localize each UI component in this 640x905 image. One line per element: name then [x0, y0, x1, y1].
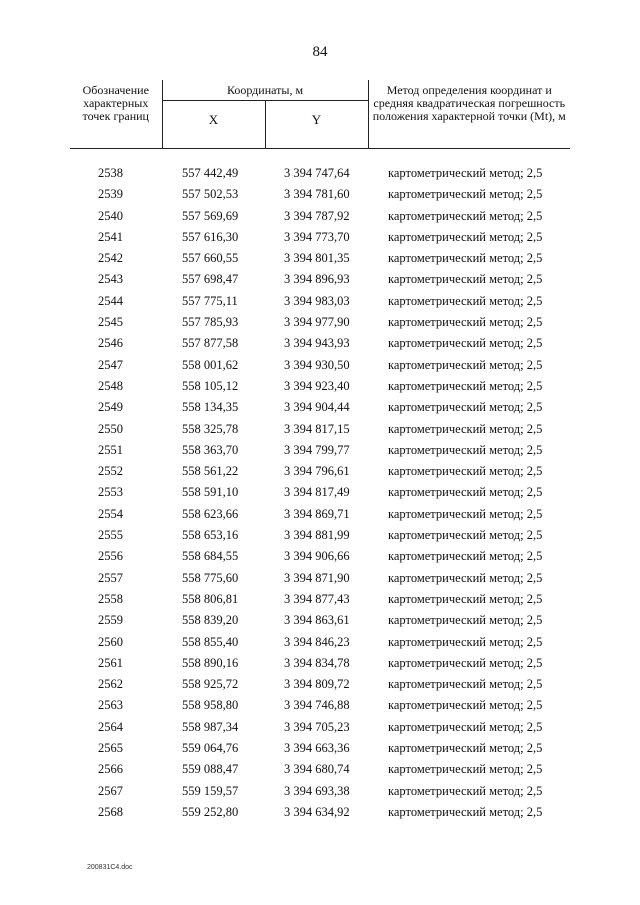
method-cell: картометрический метод; 2,5 [388, 336, 543, 351]
coord-x: 558 363,70 [182, 442, 239, 457]
table-row [70, 227, 570, 248]
coord-y: 3 394 896,93 [284, 272, 350, 287]
point-number: 2547 [98, 357, 123, 372]
footer-filename: 200831C4.doc [87, 864, 133, 871]
coord-y: 3 394 904,44 [284, 400, 350, 415]
point-number: 2553 [98, 485, 123, 500]
table-row [70, 397, 570, 418]
point-number: 2568 [98, 804, 123, 819]
method-cell: картометрический метод; 2,5 [388, 251, 543, 266]
method-cell: картометрический метод; 2,5 [388, 272, 543, 287]
method-cell: картометрический метод; 2,5 [388, 677, 543, 692]
header-x: X [162, 101, 265, 149]
method-cell: картометрический метод; 2,5 [388, 400, 543, 415]
table-row [70, 653, 570, 674]
coord-y: 3 394 746,88 [284, 698, 350, 713]
method-cell: картометрический метод; 2,5 [388, 315, 543, 330]
point-number: 2541 [98, 229, 123, 244]
coord-y: 3 394 977,90 [284, 315, 350, 330]
coord-x: 559 064,76 [182, 741, 239, 756]
coord-x: 557 502,53 [182, 187, 239, 202]
table-row [70, 206, 570, 227]
table-row [70, 632, 570, 653]
coord-x: 558 775,60 [182, 570, 239, 585]
coord-x: 558 134,35 [182, 400, 239, 415]
coord-y: 3 394 680,74 [284, 762, 350, 777]
header-method: Метод определения координат и средняя квадратическая погрешность положения характерной точки (Mt), м [368, 80, 570, 149]
method-cell: картометрический метод; 2,5 [388, 804, 543, 819]
method-cell: картометрический метод; 2,5 [388, 208, 543, 223]
coord-x: 557 877,58 [182, 336, 239, 351]
method-cell: картометрический метод; 2,5 [388, 613, 543, 628]
method-cell: картометрический метод; 2,5 [388, 166, 543, 180]
point-number: 2538 [98, 166, 123, 180]
point-number: 2543 [98, 272, 123, 287]
coord-x: 557 660,55 [182, 251, 239, 266]
point-number: 2566 [98, 762, 123, 777]
method-cell: картометрический метод; 2,5 [388, 591, 543, 606]
coord-x: 558 806,81 [182, 591, 239, 606]
point-number: 2550 [98, 421, 123, 436]
table-row [70, 504, 570, 525]
coord-y: 3 394 930,50 [284, 357, 350, 372]
coord-y: 3 394 943,93 [284, 336, 350, 351]
point-number: 2551 [98, 442, 123, 457]
coord-y: 3 394 983,03 [284, 293, 350, 308]
method-cell: картометрический метод; 2,5 [388, 570, 543, 585]
table-row [70, 419, 570, 440]
table-row [70, 248, 570, 269]
coord-x: 557 775,11 [182, 293, 238, 308]
method-cell: картометрический метод; 2,5 [388, 442, 543, 457]
table-row [70, 312, 570, 333]
method-cell: картометрический метод; 2,5 [388, 762, 543, 777]
point-number: 2559 [98, 613, 123, 628]
point-number: 2556 [98, 549, 123, 564]
coord-y: 3 394 796,61 [284, 464, 350, 479]
coord-x: 559 159,57 [182, 783, 239, 798]
header-designation: Обозначение характерных точек границ [70, 80, 162, 149]
table-body [70, 163, 570, 823]
table-row [70, 525, 570, 546]
coord-y: 3 394 781,60 [284, 187, 350, 202]
table-row [70, 269, 570, 290]
coord-x: 558 591,10 [182, 485, 239, 500]
method-cell: картометрический метод; 2,5 [388, 421, 543, 436]
coord-x: 558 890,16 [182, 655, 239, 670]
coord-x: 558 839,20 [182, 613, 239, 628]
table-row [70, 461, 570, 482]
table-row [70, 738, 570, 759]
method-cell: картометрический метод; 2,5 [388, 378, 543, 393]
point-number: 2558 [98, 591, 123, 606]
coord-x: 557 616,30 [182, 229, 239, 244]
method-cell: картометрический метод; 2,5 [388, 698, 543, 713]
point-number: 2564 [98, 719, 123, 734]
coord-y: 3 394 773,70 [284, 229, 350, 244]
coord-x: 557 569,69 [182, 208, 239, 223]
point-number: 2565 [98, 741, 123, 756]
coord-y: 3 394 799,77 [284, 442, 350, 457]
coord-x: 557 698,47 [182, 272, 239, 287]
coord-x: 558 325,78 [182, 421, 239, 436]
coord-y: 3 394 809,72 [284, 677, 350, 692]
table-row [70, 376, 570, 397]
method-cell: картометрический метод; 2,5 [388, 741, 543, 756]
page-number: 84 [312, 44, 328, 60]
coord-y: 3 394 877,43 [284, 591, 350, 606]
point-number: 2542 [98, 251, 123, 266]
coord-y: 3 394 747,64 [284, 166, 350, 180]
point-number: 2546 [98, 336, 123, 351]
coord-x: 558 925,72 [182, 677, 239, 692]
method-cell: картометрический метод; 2,5 [388, 783, 543, 798]
coord-y: 3 394 817,49 [284, 485, 350, 500]
point-number: 2539 [98, 187, 123, 202]
coord-x: 559 088,47 [182, 762, 239, 777]
table-row [70, 759, 570, 780]
coord-x: 557 442,49 [182, 166, 239, 180]
method-cell: картометрический метод; 2,5 [388, 464, 543, 479]
table-row [70, 163, 570, 184]
coord-y: 3 394 693,38 [284, 783, 350, 798]
point-number: 2557 [98, 570, 123, 585]
coord-y: 3 394 846,23 [284, 634, 350, 649]
point-number: 2552 [98, 464, 123, 479]
coord-y: 3 394 817,15 [284, 421, 350, 436]
table-row [70, 781, 570, 802]
coord-y: 3 394 906,66 [284, 549, 350, 564]
table-header [70, 80, 570, 149]
coord-y: 3 394 801,35 [284, 251, 350, 266]
method-cell: картометрический метод; 2,5 [388, 187, 543, 202]
table-row [70, 355, 570, 376]
method-cell: картометрический метод; 2,5 [388, 485, 543, 500]
table-row [70, 695, 570, 716]
coord-y: 3 394 663,36 [284, 741, 350, 756]
coord-x: 557 785,93 [182, 315, 239, 330]
table-row [70, 568, 570, 589]
point-number: 2545 [98, 315, 123, 330]
method-cell: картометрический метод; 2,5 [388, 506, 543, 521]
coord-y: 3 394 834,78 [284, 655, 350, 670]
point-number: 2540 [98, 208, 123, 223]
table-row [70, 589, 570, 610]
point-number: 2554 [98, 506, 123, 521]
point-number: 2561 [98, 655, 123, 670]
table-row [70, 440, 570, 461]
coord-x: 558 001,62 [182, 357, 239, 372]
coord-y: 3 394 923,40 [284, 378, 350, 393]
coord-x: 558 987,34 [182, 719, 239, 734]
header-y: Y [265, 101, 368, 149]
coord-y: 3 394 871,90 [284, 570, 350, 585]
table-row [70, 717, 570, 738]
table-row [70, 546, 570, 567]
table-row [70, 184, 570, 205]
method-cell: картометрический метод; 2,5 [388, 655, 543, 670]
method-cell: картометрический метод; 2,5 [388, 549, 543, 564]
coord-x: 558 653,16 [182, 528, 239, 543]
point-number: 2567 [98, 783, 123, 798]
point-number: 2555 [98, 528, 123, 543]
coord-x: 558 105,12 [182, 378, 239, 393]
table-row [70, 802, 570, 823]
coord-y: 3 394 869,71 [284, 506, 350, 521]
coord-x: 558 561,22 [182, 464, 239, 479]
method-cell: картометрический метод; 2,5 [388, 719, 543, 734]
coord-y: 3 394 881,99 [284, 528, 350, 543]
point-number: 2544 [98, 293, 123, 308]
point-number: 2548 [98, 378, 123, 393]
coord-x: 558 623,66 [182, 506, 239, 521]
method-cell: картометрический метод; 2,5 [388, 357, 543, 372]
table-row [70, 482, 570, 503]
table-row [70, 610, 570, 631]
header-coordinates: Координаты, м [162, 80, 368, 101]
coord-x: 559 252,80 [182, 804, 239, 819]
coord-x: 558 684,55 [182, 549, 239, 564]
coord-y: 3 394 863,61 [284, 613, 350, 628]
method-cell: картометрический метод; 2,5 [388, 229, 543, 244]
coord-x: 558 958,80 [182, 698, 239, 713]
table-row [70, 674, 570, 695]
method-cell: картометрический метод; 2,5 [388, 528, 543, 543]
point-number: 2562 [98, 677, 123, 692]
table-row [70, 333, 570, 354]
coord-x: 558 855,40 [182, 634, 239, 649]
method-cell: картометрический метод; 2,5 [388, 293, 543, 308]
coord-y: 3 394 705,23 [284, 719, 350, 734]
coord-y: 3 394 787,92 [284, 208, 350, 223]
coord-y: 3 394 634,92 [284, 804, 350, 819]
table-row [70, 291, 570, 312]
point-number: 2549 [98, 400, 123, 415]
point-number: 2563 [98, 698, 123, 713]
method-cell: картометрический метод; 2,5 [388, 634, 543, 649]
point-number: 2560 [98, 634, 123, 649]
